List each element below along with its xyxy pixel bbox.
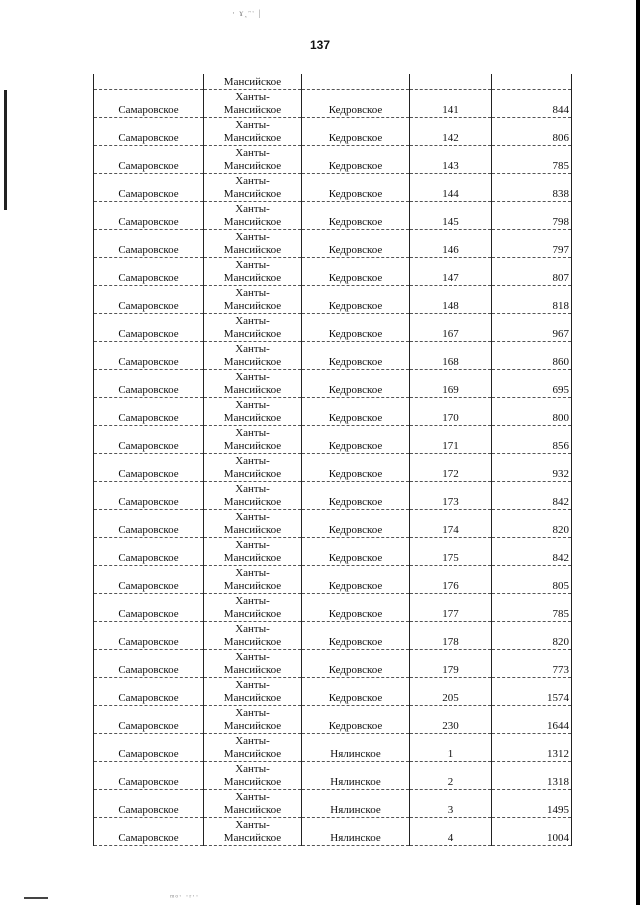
region-line-1: Ханты- — [235, 286, 270, 299]
cell-district: Самаровское — [94, 705, 204, 733]
cell-region — [204, 425, 302, 453]
cell-area: 967 — [492, 313, 572, 341]
region-line-2: Мансийское — [223, 271, 282, 284]
table-row — [94, 173, 572, 201]
cell-region — [204, 677, 302, 705]
region-line-2: Мансийское — [223, 159, 282, 172]
cell-block: 179 — [410, 649, 492, 677]
cell-region — [204, 229, 302, 257]
cell-forestry: Кедровское — [302, 705, 410, 733]
cell-area: 785 — [492, 593, 572, 621]
cell-area: 773 — [492, 649, 572, 677]
cell-district: Самаровское — [94, 481, 204, 509]
cell-forestry: Кедровское — [302, 341, 410, 369]
cell-area: 806 — [492, 117, 572, 145]
region-line-2: Мансийское — [223, 635, 282, 648]
region-line-2: Мансийское — [223, 439, 282, 452]
region-line-2: Мансийское — [223, 719, 282, 732]
cell-forestry: Кедровское — [302, 229, 410, 257]
region-line-2: Мансийское — [223, 691, 282, 704]
cell-district: Самаровское — [94, 649, 204, 677]
cell-block: 146 — [410, 229, 492, 257]
region-line-1: Ханты- — [235, 202, 270, 215]
region-line-2: Мансийское — [223, 215, 282, 228]
region-line-2: Мансийское — [223, 747, 282, 760]
cell-forestry: Кедровское — [302, 509, 410, 537]
cell-region — [204, 285, 302, 313]
region-line-2: Мансийское — [223, 355, 282, 368]
cell-forestry: Кедровское — [302, 649, 410, 677]
cell-district: Самаровское — [94, 257, 204, 285]
cell-area: 1644 — [492, 705, 572, 733]
table-row-continued — [94, 74, 572, 89]
table-row — [94, 537, 572, 565]
cell-region — [204, 789, 302, 817]
cell-forestry: Кедровское — [302, 565, 410, 593]
cell-region — [204, 593, 302, 621]
region-line-2: Мансийское — [223, 187, 282, 200]
region-line-1: Ханты- — [235, 678, 270, 691]
cell-block: 176 — [410, 565, 492, 593]
cell-block: 174 — [410, 509, 492, 537]
region-line-1: Ханты- — [235, 818, 270, 831]
table-row — [94, 481, 572, 509]
cell-block: 148 — [410, 285, 492, 313]
cell-region — [204, 649, 302, 677]
cell-district: Самаровское — [94, 117, 204, 145]
cell-area: 798 — [492, 201, 572, 229]
table-row — [94, 313, 572, 341]
cell-district: Самаровское — [94, 733, 204, 761]
cell-region — [204, 145, 302, 173]
region-line-1: Ханты- — [235, 762, 270, 775]
scan-smudge-bottom: ᵐᵒˑ ˑʳˑˑ — [170, 892, 200, 902]
cell-district: Самаровское — [94, 509, 204, 537]
cell-block: 178 — [410, 621, 492, 649]
cell-region — [204, 453, 302, 481]
region-line-2: Мансийское — [223, 383, 282, 396]
page-number: 137 — [309, 38, 331, 52]
region-line-1: Ханты- — [235, 370, 270, 383]
region-line-1: Ханты- — [235, 174, 270, 187]
region-line-2: Мансийское — [223, 131, 282, 144]
cell-block: 2 — [410, 761, 492, 789]
cell-district: Самаровское — [94, 761, 204, 789]
region-line-1: Ханты- — [235, 790, 270, 803]
table-row — [94, 593, 572, 621]
cell-forestry: Кедровское — [302, 677, 410, 705]
table-row — [94, 649, 572, 677]
cell-forestry: Нялинское — [302, 789, 410, 817]
cell-area: 1574 — [492, 677, 572, 705]
cell-forestry: Нялинское — [302, 817, 410, 845]
cell-forestry: Кедровское — [302, 145, 410, 173]
cell-area — [492, 74, 572, 89]
cell-forestry: Кедровское — [302, 425, 410, 453]
cell-area: 1495 — [492, 789, 572, 817]
cell-block: 175 — [410, 537, 492, 565]
table-row — [94, 341, 572, 369]
cell-region — [204, 817, 302, 845]
region-line-1: Ханты- — [235, 734, 270, 747]
table-row — [94, 509, 572, 537]
region-line-1: Ханты- — [235, 594, 270, 607]
region-line-2: Мансийское — [223, 299, 282, 312]
cell-forestry: Кедровское — [302, 369, 410, 397]
cell-forestry: Кедровское — [302, 257, 410, 285]
cell-area: 785 — [492, 145, 572, 173]
cell-forestry: Кедровское — [302, 117, 410, 145]
region-line-2: Мансийское — [223, 327, 282, 340]
table-row — [94, 453, 572, 481]
cell-area: 860 — [492, 341, 572, 369]
region-line-1: Ханты- — [235, 118, 270, 131]
cell-region: Мансийское — [204, 74, 302, 89]
region-line-1: Ханты- — [235, 566, 270, 579]
forest-blocks-table — [93, 74, 572, 846]
cell-area: 1318 — [492, 761, 572, 789]
cell-district: Самаровское — [94, 341, 204, 369]
cell-block: 143 — [410, 145, 492, 173]
cell-district: Самаровское — [94, 145, 204, 173]
cell-forestry: Кедровское — [302, 481, 410, 509]
cell-area: 800 — [492, 397, 572, 425]
region-line-1: Ханты- — [235, 482, 270, 495]
cell-region — [204, 257, 302, 285]
table-row — [94, 117, 572, 145]
cell-block: 168 — [410, 341, 492, 369]
cell-district: Самаровское — [94, 397, 204, 425]
scan-edge-left — [4, 90, 7, 210]
cell-block: 4 — [410, 817, 492, 845]
table-row — [94, 89, 572, 117]
cell-district: Самаровское — [94, 89, 204, 117]
table-row — [94, 229, 572, 257]
cell-region — [204, 705, 302, 733]
cell-forestry: Нялинское — [302, 733, 410, 761]
cell-district: Самаровское — [94, 285, 204, 313]
region-line-2: Мансийское — [223, 551, 282, 564]
table-row — [94, 257, 572, 285]
table-row — [94, 705, 572, 733]
cell-forestry: Кедровское — [302, 537, 410, 565]
table-row — [94, 201, 572, 229]
region-line-1: Ханты- — [235, 426, 270, 439]
cell-region — [204, 117, 302, 145]
cell-forestry: Нялинское — [302, 761, 410, 789]
region-line-1: Ханты- — [235, 622, 270, 635]
cell-district: Самаровское — [94, 229, 204, 257]
cell-region — [204, 733, 302, 761]
cell-block: 169 — [410, 369, 492, 397]
cell-region — [204, 481, 302, 509]
cell-region — [204, 369, 302, 397]
table-row — [94, 425, 572, 453]
cell-district: Самаровское — [94, 537, 204, 565]
region-line-1: Ханты- — [235, 258, 270, 271]
region-line-2: Мансийское — [223, 411, 282, 424]
cell-district: Самаровское — [94, 789, 204, 817]
cell-district: Самаровское — [94, 201, 204, 229]
cell-area: 818 — [492, 285, 572, 313]
cell-block: 171 — [410, 425, 492, 453]
cell-district: Самаровское — [94, 677, 204, 705]
cell-area: 805 — [492, 565, 572, 593]
cell-block: 3 — [410, 789, 492, 817]
cell-area: 1004 — [492, 817, 572, 845]
table-row — [94, 397, 572, 425]
region-line-1: Ханты- — [235, 706, 270, 719]
cell-block: 177 — [410, 593, 492, 621]
cell-block: 170 — [410, 397, 492, 425]
cell-area: 932 — [492, 453, 572, 481]
region-line-1: Ханты- — [235, 538, 270, 551]
table-row — [94, 621, 572, 649]
cell-area: 842 — [492, 481, 572, 509]
cell-block — [410, 74, 492, 89]
cell-block: 144 — [410, 173, 492, 201]
cell-district: Самаровское — [94, 817, 204, 845]
cell-region — [204, 89, 302, 117]
cell-block: 141 — [410, 89, 492, 117]
region-line-1: Ханты- — [235, 342, 270, 355]
cell-block: 173 — [410, 481, 492, 509]
cell-forestry: Кедровское — [302, 173, 410, 201]
region-line-1: Ханты- — [235, 454, 270, 467]
region-line-1: Ханты- — [235, 510, 270, 523]
cell-district: Самаровское — [94, 313, 204, 341]
cell-region — [204, 565, 302, 593]
cell-region — [204, 341, 302, 369]
cell-area: 842 — [492, 537, 572, 565]
cell-district: Самаровское — [94, 621, 204, 649]
table-row — [94, 369, 572, 397]
cell-forestry: Кедровское — [302, 397, 410, 425]
cell-forestry: Кедровское — [302, 201, 410, 229]
cell-block: 145 — [410, 201, 492, 229]
cell-forestry: Кедровское — [302, 89, 410, 117]
scan-edge-bottom — [24, 897, 48, 899]
table-row — [94, 733, 572, 761]
cell-area: 844 — [492, 89, 572, 117]
cell-forestry: Кедровское — [302, 453, 410, 481]
cell-block: 172 — [410, 453, 492, 481]
table-row — [94, 285, 572, 313]
cell-district: Самаровское — [94, 369, 204, 397]
cell-region — [204, 509, 302, 537]
table-row — [94, 817, 572, 845]
cell-district — [94, 74, 204, 89]
cell-area: 820 — [492, 509, 572, 537]
scan-smudge-top: · ɤ˰ᵔˑ | — [232, 8, 262, 18]
cell-area: 807 — [492, 257, 572, 285]
cell-forestry: Кедровское — [302, 313, 410, 341]
cell-block: 1 — [410, 733, 492, 761]
cell-block: 142 — [410, 117, 492, 145]
table-row — [94, 789, 572, 817]
region-line-1: Ханты- — [235, 90, 270, 103]
cell-forestry: Кедровское — [302, 593, 410, 621]
region-line-2: Мансийское — [223, 775, 282, 788]
region-line-2: Мансийское — [223, 803, 282, 816]
region-line-1: Ханты- — [235, 146, 270, 159]
cell-district: Самаровское — [94, 565, 204, 593]
table-row — [94, 677, 572, 705]
cell-forestry: Кедровское — [302, 285, 410, 313]
cell-region — [204, 313, 302, 341]
cell-block: 230 — [410, 705, 492, 733]
cell-region — [204, 621, 302, 649]
cell-district: Самаровское — [94, 453, 204, 481]
region-line-2: Мансийское — [223, 467, 282, 480]
region-line-2: Мансийское — [223, 243, 282, 256]
cell-region — [204, 537, 302, 565]
cell-block: 167 — [410, 313, 492, 341]
cell-district: Самаровское — [94, 425, 204, 453]
region-line-1: Ханты- — [235, 650, 270, 663]
region-line-1: Ханты- — [235, 314, 270, 327]
region-line-1: Ханты- — [235, 230, 270, 243]
cell-block: 205 — [410, 677, 492, 705]
region-line-2: Мансийское — [223, 523, 282, 536]
region-line-1: Ханты- — [235, 398, 270, 411]
table-row — [94, 761, 572, 789]
cell-region — [204, 397, 302, 425]
cell-area: 1312 — [492, 733, 572, 761]
scan-edge-right — [636, 0, 640, 905]
cell-area: 797 — [492, 229, 572, 257]
cell-region — [204, 173, 302, 201]
region-line-2: Мансийское — [223, 579, 282, 592]
cell-district: Самаровское — [94, 173, 204, 201]
table-row — [94, 145, 572, 173]
cell-district: Самаровское — [94, 593, 204, 621]
cell-area: 820 — [492, 621, 572, 649]
cell-forestry — [302, 74, 410, 89]
cell-area: 838 — [492, 173, 572, 201]
cell-area: 695 — [492, 369, 572, 397]
cell-region — [204, 201, 302, 229]
cell-area: 856 — [492, 425, 572, 453]
region-line-2: Мансийское — [223, 663, 282, 676]
cell-forestry: Кедровское — [302, 621, 410, 649]
region-line-2: Мансийское — [223, 607, 282, 620]
region-line-2: Мансийское — [223, 831, 282, 844]
cell-region — [204, 761, 302, 789]
cell-block: 147 — [410, 257, 492, 285]
region-line-2: Мансийское — [223, 103, 282, 116]
table-row — [94, 565, 572, 593]
region-line-2: Мансийское — [223, 495, 282, 508]
